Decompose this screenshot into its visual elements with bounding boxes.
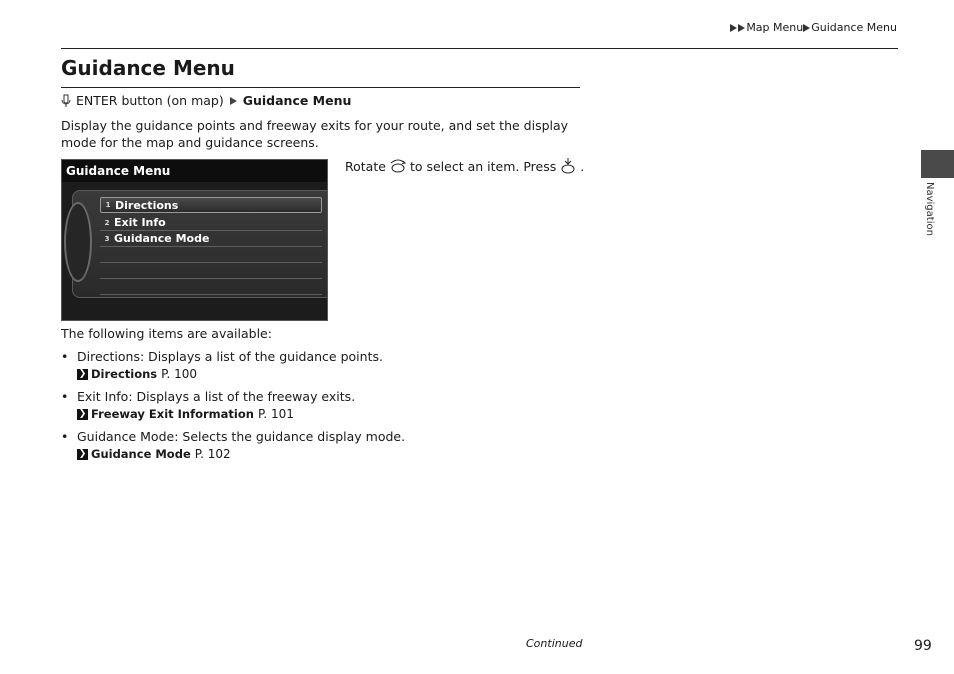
- item-term: Directions: [77, 349, 140, 364]
- header-divider: [61, 48, 898, 49]
- list-item: [61, 388, 355, 405]
- reference-arrow-icon: ❯: [78, 368, 87, 379]
- reference-arrow-icon: ❯: [78, 408, 87, 419]
- triangle-arrow-icon: [738, 24, 745, 32]
- rotate-dial-icon: [389, 157, 407, 175]
- item-description: : Selects the guidance display mode.: [174, 429, 406, 444]
- continued-note: Continued: [526, 637, 583, 650]
- title-divider: [61, 87, 580, 88]
- screen-menu-item-exit-info[interactable]: 2 Exit Info: [100, 215, 322, 231]
- page-number: 99: [914, 638, 932, 654]
- triangle-arrow-icon: [230, 97, 237, 105]
- breadcrumb: [730, 21, 897, 34]
- item-description: : Displays a list of the freeway exits.: [128, 389, 356, 404]
- screen-menu-item-directions[interactable]: 1 Directions: [100, 197, 322, 213]
- list-item: [61, 348, 383, 365]
- screen-menu-blank-row: [100, 294, 322, 295]
- cross-reference-link[interactable]: [77, 447, 231, 461]
- triangle-arrow-icon: [730, 24, 737, 32]
- guidance-menu-screenshot: [61, 159, 328, 321]
- breadcrumb-item-map-menu[interactable]: Map Menu: [746, 21, 804, 34]
- page-title: Guidance Menu: [61, 56, 235, 80]
- screen-menu-item-guidance-mode[interactable]: 3 Guidance Mode: [100, 231, 322, 247]
- list-item: [61, 428, 405, 445]
- cross-reference-link[interactable]: [77, 367, 197, 381]
- reference-arrow-icon: ❯: [78, 448, 87, 459]
- screen-dial-graphic: [64, 202, 92, 282]
- section-tab[interactable]: [921, 150, 954, 178]
- bullet-icon: •: [61, 429, 69, 444]
- press-dial-icon: [559, 157, 577, 175]
- path-end: Guidance Menu: [242, 93, 352, 108]
- navigation-path: [61, 93, 351, 108]
- reference-title: Guidance Mode: [91, 447, 191, 461]
- section-label: Navigation: [924, 182, 935, 236]
- reference-title: Directions: [91, 367, 158, 381]
- reference-title: Freeway Exit Information: [91, 407, 254, 421]
- item-description: : Displays a list of the guidance points.: [139, 349, 383, 364]
- cross-reference-link[interactable]: [77, 407, 294, 421]
- triangle-arrow-icon: [803, 24, 810, 32]
- screen-menu-blank-row: [100, 262, 322, 263]
- available-items-heading: The following items are available:: [61, 326, 272, 341]
- item-term: Guidance Mode: [77, 429, 175, 444]
- reference-page: P. 102: [194, 447, 231, 461]
- voice-icon: [61, 94, 71, 108]
- screen-menu-blank-row: [100, 278, 322, 279]
- bullet-icon: •: [61, 349, 69, 364]
- reference-page: P. 101: [257, 407, 294, 421]
- instruction-text: Rotate to select an item. Press .: [345, 158, 585, 174]
- bullet-icon: •: [61, 389, 69, 404]
- intro-paragraph: Display the guidance points and freeway exits for your route, and set the display mode for the map and guidance screens.: [61, 118, 569, 150]
- item-term: Exit Info: [77, 389, 129, 404]
- breadcrumb-item-guidance-menu[interactable]: Guidance Menu: [811, 21, 897, 34]
- screen-title: Guidance Menu: [62, 160, 328, 182]
- reference-page: P. 100: [161, 367, 198, 381]
- path-start: ENTER button (on map): [76, 93, 224, 108]
